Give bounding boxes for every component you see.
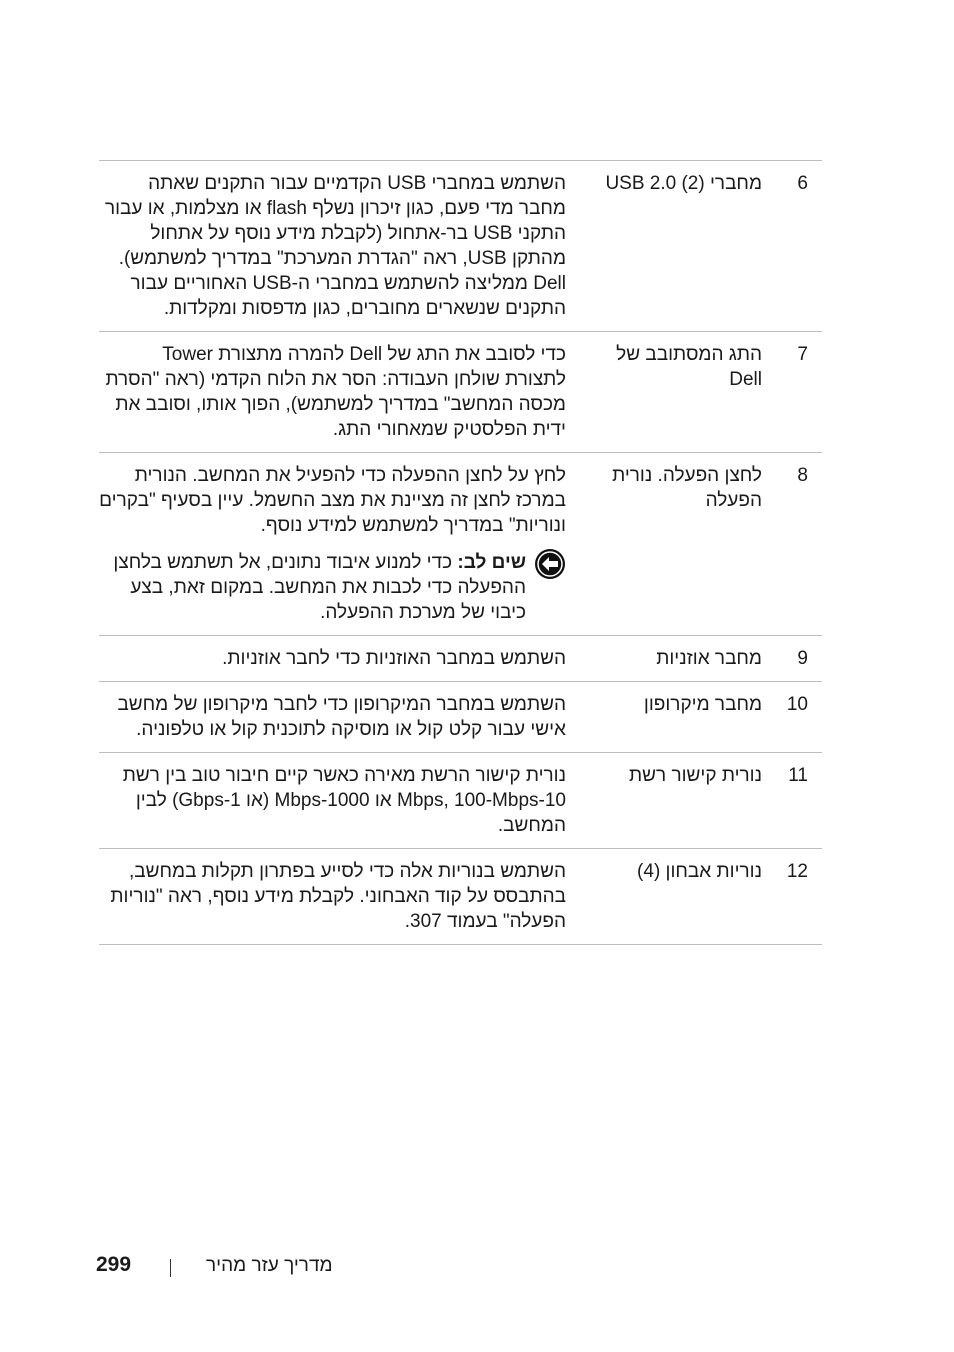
component-description	[99, 636, 566, 681]
component-description	[99, 332, 566, 452]
component-description	[99, 453, 566, 635]
component-description	[99, 682, 566, 752]
component-name: התג המסתובב של Dell	[616, 344, 762, 390]
component-name: לחצן הפעלה. נורית הפעלה	[612, 465, 762, 511]
description-text: השתמש במחברי USB הקדמיים עבור התקנים שאתה מחבר מדי פעם, כגון זיכרון נשלף flash או מצלמות, או עבור התקני USB בר-אתחול (לקבלת מידע נוסף על אתחול מהתקן USB, ראה "הגדרת המערכת" במדריך למשתמש). Dell ממליצה להשתמש במחברי ה-USB האחוריים עבור התקנים שנשארים מחוברים, כגון מדפסות ומקלדות.	[104, 173, 566, 319]
table-row	[99, 332, 822, 453]
component-name: מחברי USB 2.0 (2)	[605, 173, 762, 194]
table-row	[99, 161, 822, 332]
table-row	[99, 682, 822, 753]
components-table	[99, 160, 822, 945]
notice-title: שים לב:	[457, 552, 526, 573]
notice-arrow-icon	[534, 548, 566, 580]
description-text: נורית קישור הרשת מאירה כאשר קיים חיבור טוב בין רשת 10-Mbps, 100-Mbps או 1000-Mbps (או 1-Gbps) לבין המחשב.	[122, 765, 566, 836]
notice-body: כדי למנוע איבוד נתונים, אל תשתמש בלחצן ההפעלה כדי לכבות את המחשב. במקום זאת, בצע כיבוי של מערכת ההפעלה.	[113, 552, 526, 623]
component-description	[99, 849, 566, 944]
table-row	[99, 849, 822, 945]
component-name: מחבר מיקרופון	[643, 694, 762, 715]
table-row	[99, 753, 822, 849]
table-row	[99, 636, 822, 682]
description-text: השתמש במחבר האוזניות כדי לחבר אוזניות.	[222, 648, 566, 669]
component-description	[99, 161, 566, 331]
footer-title: מדריך עזר מהיר	[206, 1255, 333, 1276]
page-footer	[96, 1253, 396, 1283]
description-text: כדי לסובב את התג של Dell להמרה מתצורת Tower לתצורת שולחן העבודה: הסר את הלוח הקדמי (ראה "הסרת מכסה המחשב" במדריך למשתמש), הפוך אותו, וסובב את ידית הפלסטיק שמאחורי התג.	[105, 344, 566, 440]
row-number: 6	[797, 173, 808, 194]
row-number: 12	[786, 861, 808, 882]
component-description	[99, 753, 566, 848]
component-name: נורית קישור רשת	[629, 765, 762, 786]
description-text: לחץ על לחצן ההפעלה כדי להפעיל את המחשב. הנורית במרכז לחצן זה מציינת את מצב החשמל. עיין בסעיף "בקרים ונוריות" במדריך למשתמש למידע נוסף.	[99, 465, 566, 536]
row-number: 11	[788, 765, 808, 786]
row-number: 8	[797, 465, 808, 486]
notice-box	[99, 550, 566, 625]
table-row	[99, 453, 822, 636]
component-name: נוריות אבחון (4)	[637, 861, 762, 882]
page-number: 299	[96, 1253, 132, 1276]
row-number: 10	[786, 694, 808, 715]
description-text: השתמש בנוריות אלה כדי לסייע בפתרון תקלות במחשב, בהתבסס על קוד האבחוני. לקבלת מידע נוסף, ראה "נוריות הפעלה" בעמוד 307.	[110, 861, 566, 932]
component-name: מחבר אוזניות	[656, 648, 762, 669]
footer-divider	[170, 1259, 171, 1277]
notice-text	[99, 550, 526, 625]
row-number: 7	[797, 344, 808, 365]
description-text: השתמש במחבר המיקרופון כדי לחבר מיקרופון של מחשב אישי עבור קלט קול או מוסיקה לתוכנית קול או טלפוניה.	[117, 694, 566, 740]
row-number: 9	[797, 648, 808, 669]
